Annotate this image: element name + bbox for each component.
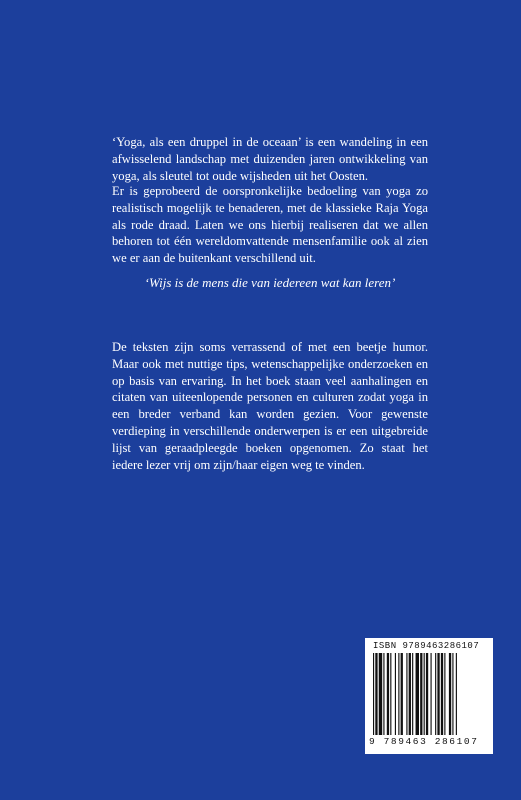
intro-text: ‘Yoga, als een druppel in de oceaan’ is een wandeling in een afwisselend landschap met duizenden jaren ontwikkeling van yoga, als sleutel tot oude wijsheden uit het Oosten. [112, 135, 428, 183]
details-paragraph [112, 339, 428, 473]
quote: ‘Wijs is de mens die van iedereen wat kan leren’ [144, 275, 396, 290]
isbn-digits: 9 789463 286107 [369, 736, 479, 747]
isbn-label: ISBN 9789463286107 [373, 641, 480, 651]
description-text: Er is geprobeerd de oorspronkelijke bedoeling van yoga zo realistisch mogelijk te benaderen, met de klassieke Raja Yoga als rode draad. Laten we ons hierbij realiseren dat we allen behoren tot één wereldomvattende mensenfamilie ook al zien we er aan de buitenkant verschillend uit. [112, 184, 428, 266]
barcode-bars-icon [371, 653, 487, 735]
details-text: De teksten zijn soms verrassend of met een beetje humor. Maar ook met nuttige tips, wetenschappelijke onderzoeken en op basis van ervaring. In het boek staan veel aanhalingen en citaten van uiteenlopende personen en culturen zodat yoga in een breder verband kan worden gezien. Voor gewenste verdieping in verschillende onderwerpen is er een uitgebreide lijst van geraadpleegde boeken opgenomen. Zo staat het iedere lezer vrij om zijn/haar eigen weg te vinden. [112, 340, 428, 472]
barcode [365, 638, 493, 754]
intro-paragraph [112, 134, 428, 184]
description-paragraph [112, 183, 428, 267]
